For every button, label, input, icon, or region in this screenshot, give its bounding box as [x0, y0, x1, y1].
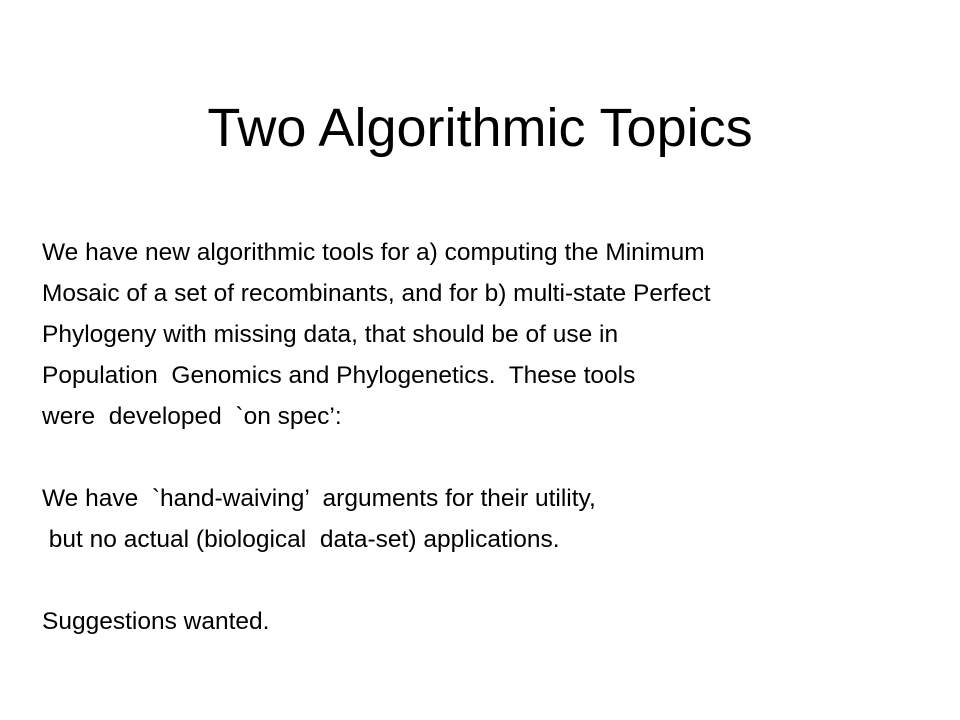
body-line: We have `hand-waiving’ arguments for their utility,	[42, 485, 596, 512]
blank-line	[42, 437, 942, 478]
body-line: but no actual (biological data-set) applications.	[42, 526, 560, 553]
body-line: Phylogeny with missing data, that should be of use in	[42, 321, 619, 348]
slide-body	[42, 232, 942, 642]
body-line: We have new algorithmic tools for a) computing the Minimum	[42, 239, 705, 266]
body-line: Suggestions wanted.	[42, 608, 270, 635]
body-line: were developed `on spec’:	[42, 403, 342, 430]
body-line: Mosaic of a set of recombinants, and for b) multi-state Perfect	[42, 280, 711, 307]
body-line: Population Genomics and Phylogenetics. These tools	[42, 362, 636, 389]
blank-line	[42, 560, 942, 601]
slide-title: Two Algorithmic Topics	[207, 98, 753, 158]
